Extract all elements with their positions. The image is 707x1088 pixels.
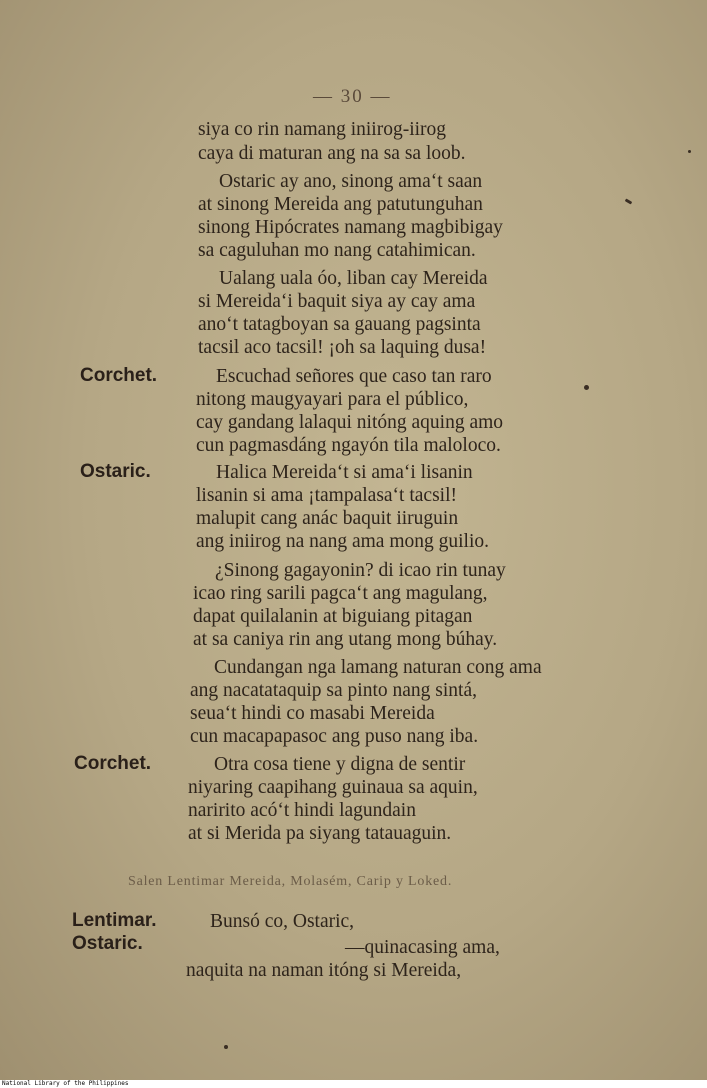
verse-line: Otra cosa tiene y digna de sentir	[214, 754, 466, 775]
ink-speck	[224, 1045, 228, 1049]
verse-line: cun pagmasdáng ngayón tila maloloco.	[196, 435, 501, 456]
verse-line: siya co rin namang iniirog-iirog	[198, 119, 447, 140]
verse-line: Halica Mereida‘t si ama‘i lisanin	[216, 462, 473, 483]
verse-line: sinong Hipócrates namang magbibigay	[198, 217, 503, 238]
verse-line: at sa caniya rin ang utang mong búhay.	[193, 629, 498, 650]
footer-bar	[0, 1080, 707, 1088]
verse-line: niyaring caapihang guinaua sa aquin,	[188, 777, 478, 798]
verse-line: naquita na naman itóng si Mereida,	[186, 960, 462, 981]
verse-line: lisanin si ama ¡tampalasa‘t tacsil!	[196, 485, 457, 506]
verse-line: ¿Sinong gagayonin? di icao rin tunay	[215, 560, 506, 581]
verse-line: ano‘t tatagboyan sa gauang pagsinta	[198, 314, 481, 335]
verse-line: Cundangan nga lamang naturan cong ama	[214, 657, 542, 678]
verse-line: naririto acó‘t hindi lagundain	[188, 800, 416, 821]
speaker-label: Ostaric.	[72, 933, 143, 954]
speaker-label: Corchet.	[80, 365, 158, 386]
speaker-label: Lentimar.	[72, 910, 157, 931]
speaker-label: Corchet.	[74, 753, 152, 774]
ink-speck	[584, 385, 589, 390]
verse-line: icao ring sarili pagca‘t ang magulang,	[193, 583, 488, 604]
verse-line: seua‘t hindi co masabi Mereida	[190, 703, 435, 724]
verse-line: caya di maturan ang na sa sa loob.	[198, 143, 466, 164]
ink-speck	[625, 198, 633, 204]
page-number: — 30 —	[313, 86, 392, 107]
speaker-label: Ostaric.	[80, 461, 151, 482]
verse-line: Escuchad señores que caso tan raro	[216, 366, 492, 387]
verse-line: malupit cang anác baquit iiruguin	[196, 508, 459, 529]
verse-line: dapat quilalanin at biguiang pitagan	[193, 606, 473, 627]
verse-line: cun macapapasoc ang puso nang iba.	[190, 726, 479, 747]
verse-line: ang iniirog na nang ama mong guilio.	[196, 531, 489, 552]
verse-line: nitong maugyayari para el público,	[196, 389, 469, 410]
verse-line: ang nacatataquip sa pinto nang sintá,	[190, 680, 477, 701]
verse-line: Ualang uala óo, liban cay Mereida	[219, 268, 488, 289]
verse-line: Bunsó co, Ostaric,	[210, 911, 355, 932]
verse-line: tacsil aco tacsil! ¡oh sa laquing dusa!	[198, 337, 487, 358]
verse-line: sa caguluhan mo nang catahimican.	[198, 240, 476, 261]
stage-direction: Salen Lentimar Mereida, Molasém, Carip y Loked.	[128, 874, 453, 889]
verse-line: cay gandang lalaqui nitóng aquing amo	[196, 412, 504, 433]
footer-credit: National Library of the Philippines	[2, 1080, 129, 1087]
ink-speck	[688, 150, 691, 153]
verse-line: at si Merida pa siyang tatauaguin.	[188, 823, 452, 844]
verse-line: at sinong Mereida ang patutunguhan	[198, 194, 483, 215]
verse-line: Ostaric ay ano, sinong ama‘t saan	[219, 171, 483, 192]
verse-line: —quinacasing ama,	[345, 937, 500, 958]
verse-line: si Mereida‘i baquit siya ay cay ama	[198, 291, 476, 312]
